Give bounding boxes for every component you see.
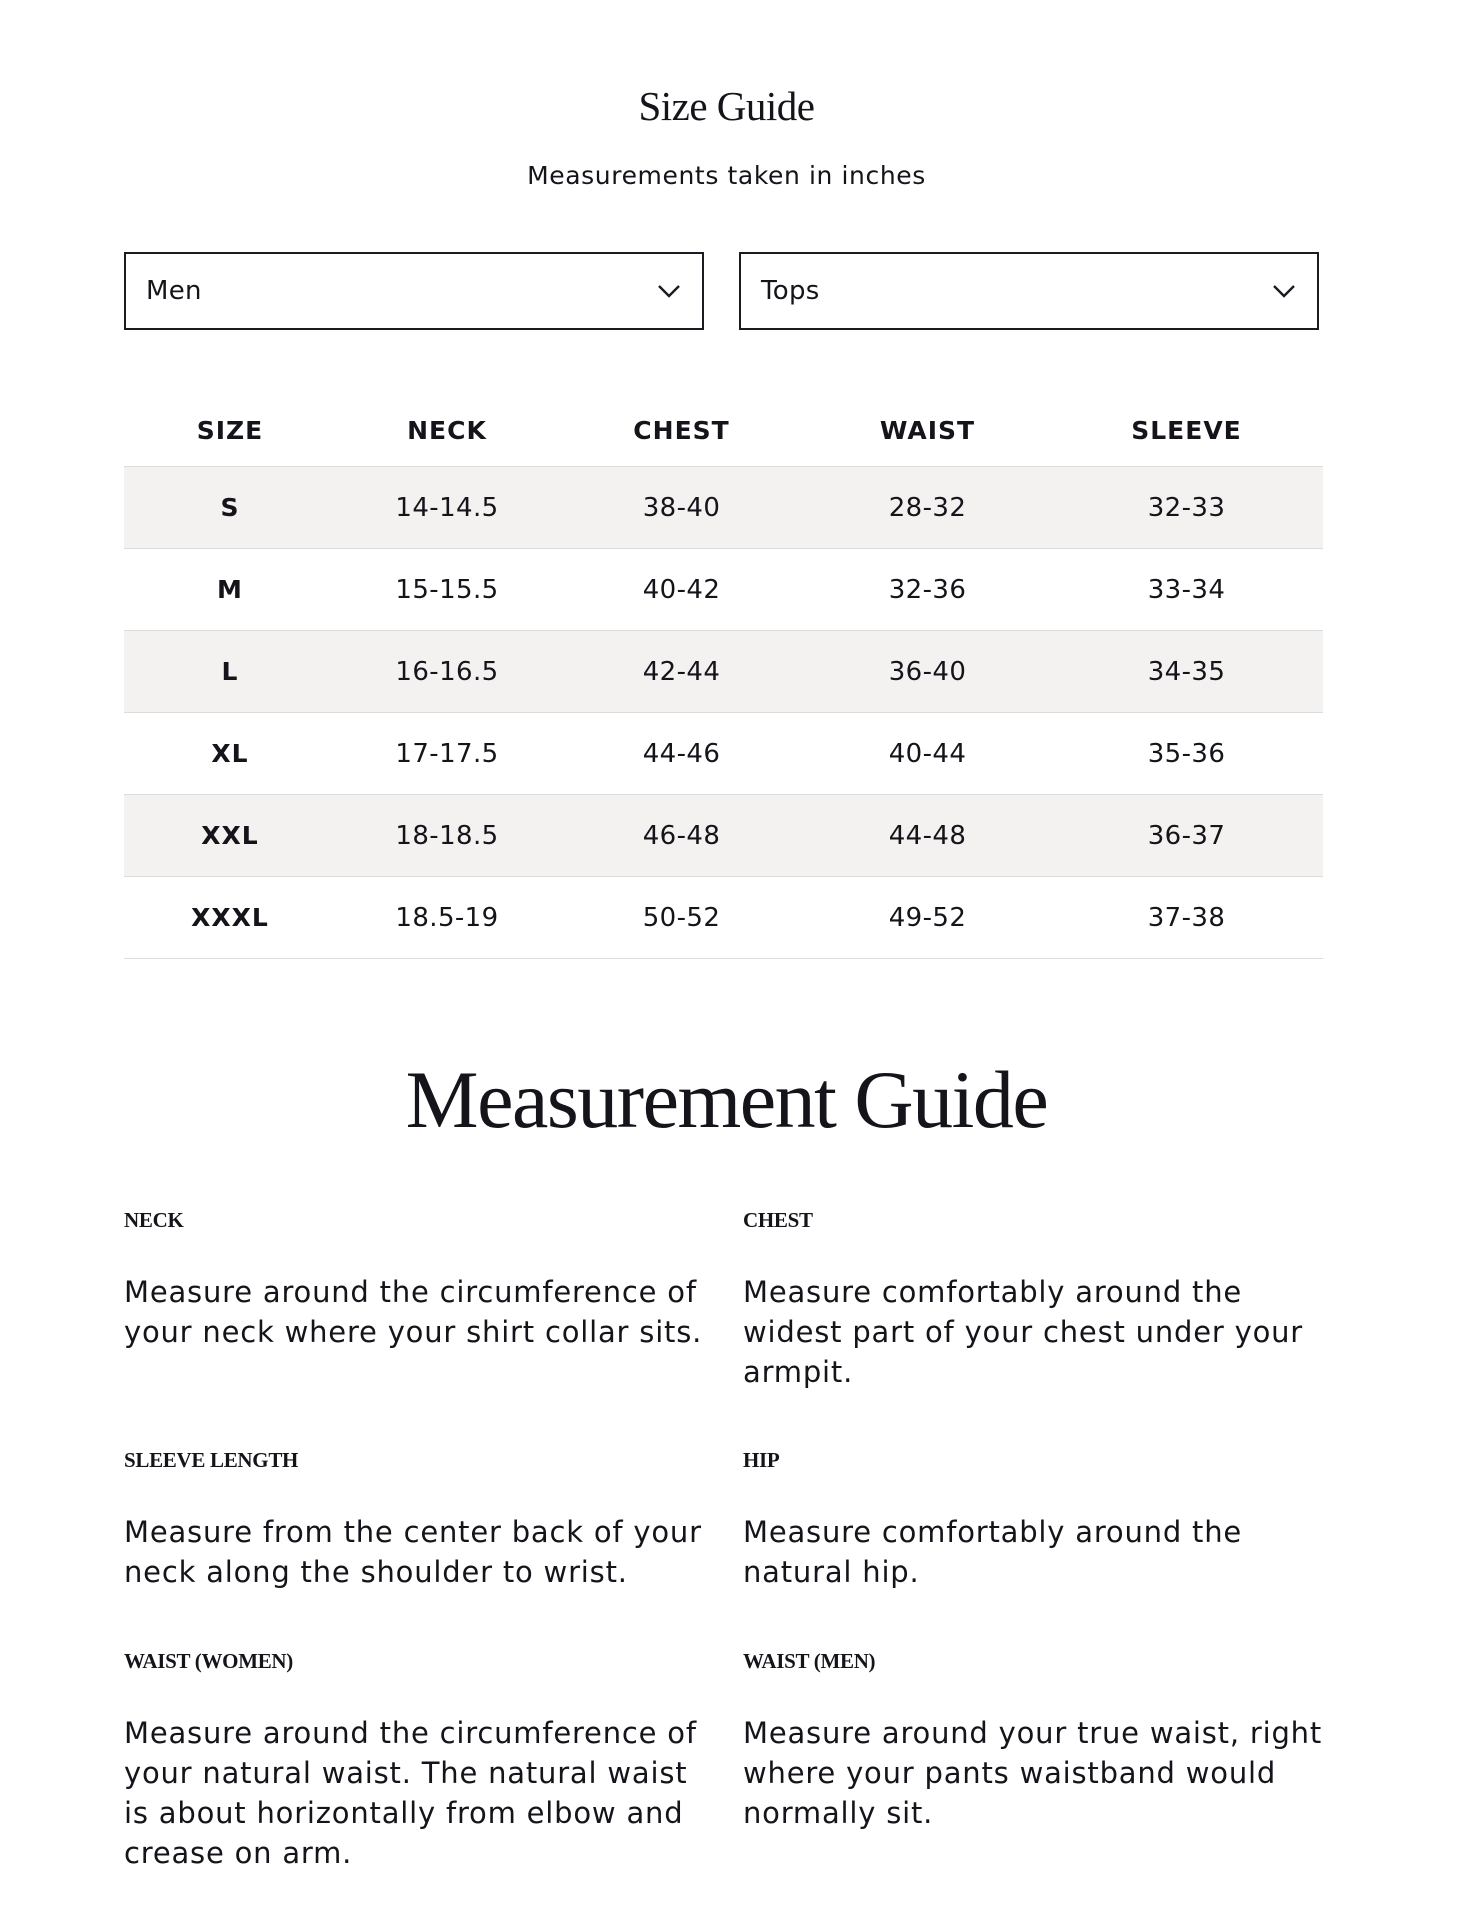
guide-item-text: Measure around the circumference of your neck where your shirt collar sits.: [124, 1275, 703, 1349]
guide-item-label: WAIST (WOMEN): [124, 1649, 293, 1673]
sleeve-cell: 34-35: [1147, 656, 1226, 687]
waist-cell: 36-40: [888, 656, 967, 687]
neck-cell: 17-17.5: [395, 738, 499, 769]
sleeve-cell: 37-38: [1147, 902, 1226, 933]
waist-cell: 28-32: [888, 492, 967, 523]
guide-item-label: WAIST (MEN): [743, 1649, 876, 1673]
chevron-down-icon: [1271, 283, 1297, 299]
waist-cell: 40-44: [888, 738, 967, 769]
sleeve-cell: 36-37: [1147, 820, 1226, 851]
guide-item-text: Measure comfortably around the natural hip.: [743, 1515, 1243, 1589]
column-header-chest: CHEST: [633, 416, 730, 445]
guide-item-label: NECK: [124, 1208, 184, 1232]
guide-item-text: Measure from the center back of your neck along the shoulder to wrist.: [124, 1515, 702, 1589]
waist-cell: 49-52: [888, 902, 967, 933]
guide-item-waist-women: [124, 1647, 709, 1873]
table-row: [124, 713, 1323, 795]
column-header-size: SIZE: [196, 416, 264, 445]
neck-cell: 15-15.5: [395, 574, 499, 605]
guide-item-text: Measure comfortably around the widest part of your chest under your armpit.: [743, 1275, 1304, 1389]
guide-item-label: HIP: [743, 1448, 780, 1472]
column-header-neck: NECK: [407, 416, 487, 445]
sleeve-cell: 35-36: [1147, 738, 1226, 769]
guide-item-label: CHEST: [743, 1208, 813, 1232]
size-cell: XXXL: [191, 903, 269, 932]
neck-cell: 18-18.5: [395, 820, 499, 851]
waist-cell: 32-36: [888, 574, 967, 605]
guide-item-text: Measure around your true waist, right where your pants waistband would normally sit.: [743, 1716, 1323, 1830]
chest-cell: 46-48: [642, 820, 721, 851]
table-row: [124, 877, 1323, 959]
page-subtitle: Measurements taken in inches: [527, 161, 926, 190]
guide-item-chest: [743, 1206, 1328, 1392]
guide-item-sleeve-length: [124, 1446, 709, 1592]
chevron-down-icon: [656, 283, 682, 299]
table-row: [124, 549, 1323, 631]
gender-select-value: Men: [146, 276, 202, 306]
table-row: [124, 467, 1323, 549]
guide-item-neck: [124, 1206, 709, 1352]
column-header-waist: WAIST: [879, 416, 976, 445]
table-row: [124, 631, 1323, 713]
chest-cell: 44-46: [642, 738, 721, 769]
size-cell: XL: [211, 739, 249, 768]
size-table-header: [124, 395, 1323, 467]
guide-item-label: SLEEVE LENGTH: [124, 1448, 299, 1472]
chest-cell: 42-44: [642, 656, 721, 687]
guide-item-waist-men: [743, 1647, 1328, 1833]
sleeve-cell: 33-34: [1147, 574, 1226, 605]
table-row: [124, 795, 1323, 877]
page-title: Size Guide: [638, 83, 815, 129]
neck-cell: 16-16.5: [395, 656, 499, 687]
size-cell: M: [217, 575, 243, 604]
category-select[interactable]: [739, 252, 1319, 330]
neck-cell: 14-14.5: [395, 492, 499, 523]
waist-cell: 44-48: [888, 820, 967, 851]
size-table: [124, 395, 1323, 959]
chest-cell: 50-52: [642, 902, 721, 933]
column-header-sleeve: SLEEVE: [1131, 416, 1242, 445]
gender-select[interactable]: [124, 252, 704, 330]
size-cell: XXL: [201, 821, 259, 850]
size-cell: S: [220, 493, 240, 522]
neck-cell: 18.5-19: [395, 902, 499, 933]
chest-cell: 38-40: [642, 492, 721, 523]
sleeve-cell: 32-33: [1147, 492, 1226, 523]
size-cell: L: [221, 657, 239, 686]
guide-item-text: Measure around the circumference of your natural waist. The natural waist is about horizontally from elbow and crease on arm.: [124, 1716, 697, 1870]
measurement-guide-title: Measurement Guide: [405, 1054, 1048, 1145]
category-select-value: Tops: [761, 276, 820, 306]
chest-cell: 40-42: [642, 574, 721, 605]
guide-item-hip: [743, 1446, 1328, 1592]
